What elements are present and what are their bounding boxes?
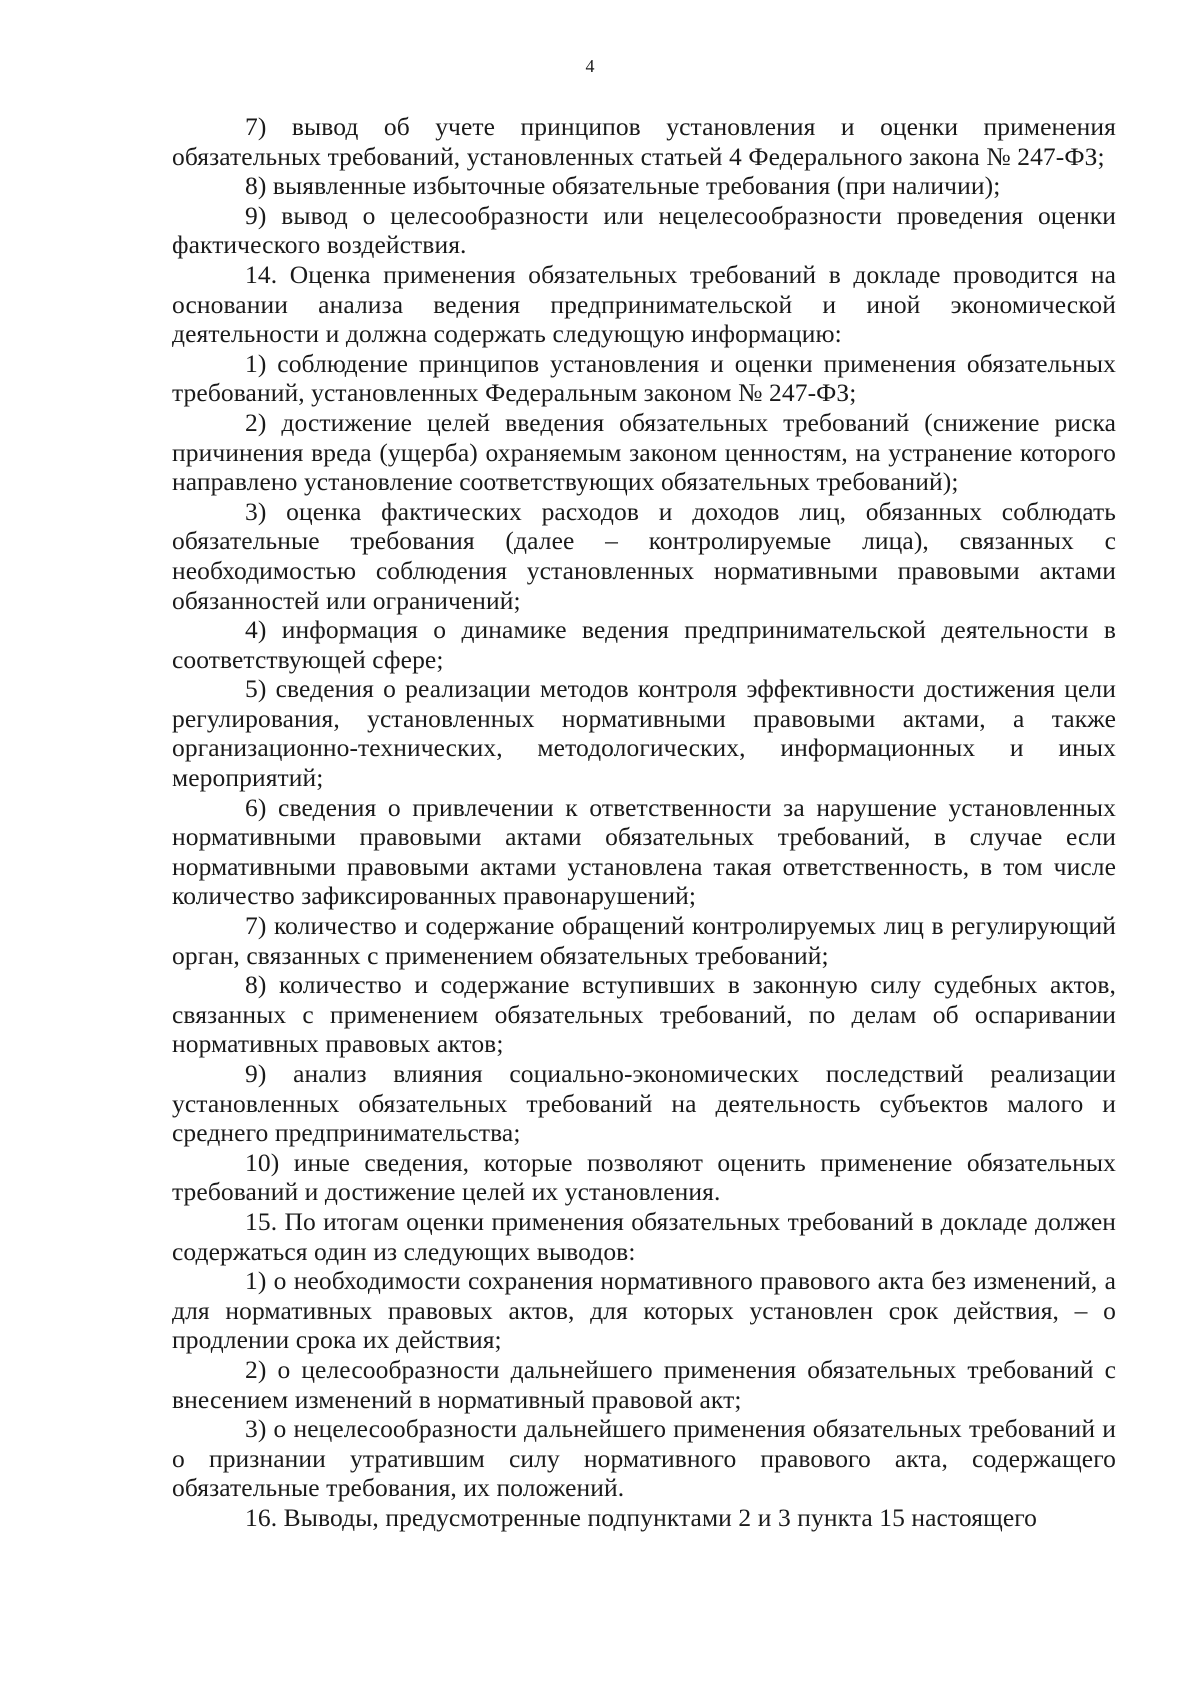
paragraph: 7) количество и содержание обращений контролируемых лиц в регулирующий орган, связанных с применением обязательных требований;: [172, 911, 1116, 970]
paragraph: 4) информация о динамике ведения предпринимательской деятельности в соответствующей сфере;: [172, 615, 1116, 674]
paragraph: 7) вывод об учете принципов установления и оценки применения обязательных требований, установленных статьей 4 Федерального закона № 247-ФЗ;: [172, 112, 1116, 171]
paragraph: 9) вывод о целесообразности или нецелесообразности проведения оценки фактического воздействия.: [172, 200, 1116, 260]
page-number: 4: [585, 56, 595, 76]
document-body: [172, 112, 1116, 1533]
paragraph: 8) выявленные избыточные обязательные требования (при наличии);: [245, 171, 1001, 201]
paragraph: 1) соблюдение принципов установления и оценки применения обязательных требований, установленных Федеральным законом № 247-ФЗ;: [172, 348, 1116, 408]
paragraph: 8) количество и содержание вступивших в законную силу судебных актов, связанных с применением обязательных требований, по делам об оспаривании нормативных правовых актов;: [172, 970, 1116, 1059]
paragraph: 2) о целесообразности дальнейшего применения обязательных требований с внесением изменений в нормативный правовой акт;: [172, 1354, 1116, 1414]
paragraph: 1) о необходимости сохранения нормативного правового акта без изменений, а для нормативных правовых актов, для которых установлен срок действия, – о продлении срока их действия;: [172, 1266, 1116, 1355]
paragraph: 2) достижение целей введения обязательных требований (снижение риска причинения вреда (ущерба) охраняемым законом ценностям, на устранение которого направлено установление соответствующих обязательных требований);: [172, 407, 1116, 497]
paragraph: 6) сведения о привлечении к ответственности за нарушение установленных нормативными правовыми актами обязательных требований, в случае если нормативными правовыми актами установлена такая ответственность, в том числе количество зафиксированных правонарушений;: [172, 792, 1116, 911]
paragraph: 16. Выводы, предусмотренные подпунктами 2 и 3 пункта 15 настоящего: [245, 1502, 1038, 1532]
paragraph: 3) о нецелесообразности дальнейшего применения обязательных требований и о признании утратившим силу нормативного правового акта, содержащего обязательные требования, их положений.: [172, 1414, 1116, 1503]
paragraph: 15. По итогам оценки применения обязательных требований в докладе должен содержаться один из следующих выводов:: [172, 1206, 1116, 1266]
paragraph: 10) иные сведения, которые позволяют оценить применение обязательных требований и достижение целей их установления.: [172, 1147, 1116, 1207]
paragraph: 5) сведения о реализации методов контроля эффективности достижения цели регулирования, установленных нормативными правовыми актами, а также организационно-технических, методологических, информационных и иных мероприятий;: [172, 674, 1116, 793]
paragraph: 9) анализ влияния социально-экономических последствий реализации установленных обязательных требований на деятельность субъектов малого и среднего предпринимательства;: [172, 1059, 1116, 1148]
paragraph: 14. Оценка применения обязательных требований в докладе проводится на основании анализа ведения предпринимательской и иной экономической деятельности и должна содержать следующую информацию:: [172, 259, 1116, 349]
paragraph: 3) оценка фактических расходов и доходов лиц, обязанных соблюдать обязательные требования (далее – контролируемые лица), связанных с необходимостью соблюдения установленных нормативными правовыми актами обязанностей или ограничений;: [172, 496, 1116, 615]
